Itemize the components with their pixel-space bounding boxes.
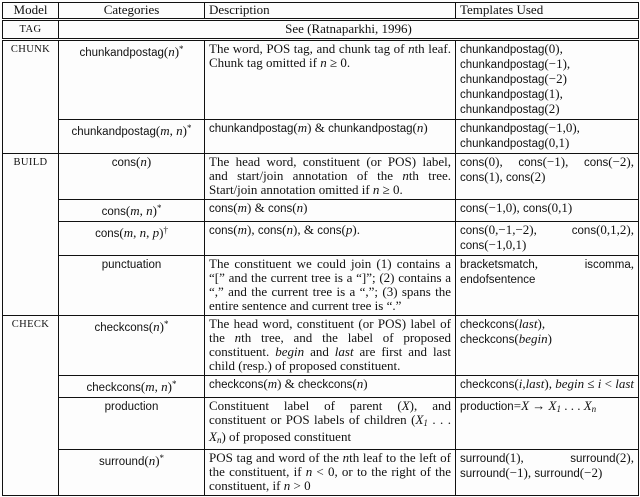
description-cell: The head word, constituent (or POS) label, and start/join annotation of the nth tree. Start/join annotation omitted if n ≥ 0. [205, 154, 456, 200]
table-row-checkcons-n [3, 316, 639, 376]
column-header-categories: Categories [59, 3, 205, 20]
table-row-cons-n [3, 154, 639, 200]
model-cell-check: CHECK [3, 316, 59, 496]
column-header-model: Model [3, 3, 59, 20]
model-cell-tag: TAG [3, 20, 59, 40]
model-cell-build: BUILD [3, 154, 59, 316]
table-row-checkcons-mn [3, 376, 639, 398]
category-cell: cons(n) [59, 154, 205, 200]
description-cell: The head word, constituent (or POS) label of the nth tree, and the label of proposed constituent. begin and last are first and last child (resp.) of proposed constituent. [205, 316, 456, 376]
feature-template-table [2, 2, 639, 496]
table-row-cons-mnp [3, 222, 639, 256]
description-cell: The constituent we could join (1) contains a “[” and the current tree is a “]”; (2) contains a “,” and the current tree is a “,”; (3) spans the entire sentence and current tree is “.” [205, 256, 456, 316]
header-row [3, 3, 639, 20]
templates-cell: cons(0,−1,−2), cons(0,1,2), cons(−1,0,1) [456, 222, 639, 256]
column-header-templates-used: Templates Used [456, 3, 639, 20]
table-row-punctuation [3, 256, 639, 316]
column-header-description: Description [205, 3, 456, 20]
templates-cell: cons(0), cons(−1), cons(−2), cons(1), cons(2) [456, 154, 639, 200]
table-row-surround [3, 450, 639, 496]
category-cell: cons(m, n)* [59, 200, 205, 222]
templates-cell: chunkandpostag(−1,0), chunkandpostag(0,1) [456, 120, 639, 154]
category-cell: surround(n)* [59, 450, 205, 496]
category-cell: checkcons(n)* [59, 316, 205, 376]
templates-cell: checkcons(last), checkcons(begin) [456, 316, 639, 376]
table-row-chunkandpostag-mn [3, 120, 639, 154]
category-cell: chunkandpostag(n)* [59, 40, 205, 120]
description-cell: checkcons(m) & checkcons(n) [205, 376, 456, 398]
description-cell: cons(m) & cons(n) [205, 200, 456, 222]
model-cell-chunk: CHUNK [3, 40, 59, 154]
table-row-chunkandpostag-n [3, 40, 639, 120]
table-row-production [3, 398, 639, 450]
category-cell: checkcons(m, n)* [59, 376, 205, 398]
description-cell: The word, POS tag, and chunk tag of nth leaf. Chunk tag omitted if n ≥ 0. [205, 40, 456, 120]
description-cell: Constituent label of parent (X), and constituent or POS labels of children (X1 . . . Xn) of proposed constituent [205, 398, 456, 450]
description-cell: POS tag and word of the nth leaf to the left of the constituent, if n < 0, or to the right of the constituent, if n > 0 [205, 450, 456, 496]
table-row-cons-mn [3, 200, 639, 222]
category-cell: cons(m, n, p)† [59, 222, 205, 256]
description-cell: chunkandpostag(m) & chunkandpostag(n) [205, 120, 456, 154]
templates-cell: surround(1), surround(2), surround(−1), surround(−2) [456, 450, 639, 496]
templates-cell: cons(−1,0), cons(0,1) [456, 200, 639, 222]
templates-cell: chunkandpostag(0), chunkandpostag(−1), chunkandpostag(−2) chunkandpostag(1), chunkandpostag(2) [456, 40, 639, 120]
templates-cell: checkcons(i,last), begin ≤ i < last [456, 376, 639, 398]
templates-cell: bracketsmatch, iscomma, endofsentence [456, 256, 639, 316]
category-cell: punctuation [59, 256, 205, 316]
category-cell: production [59, 398, 205, 450]
tag-reference-note: See (Ratnaparkhi, 1996) [59, 20, 639, 40]
table-row-tag [3, 20, 639, 40]
description-cell: cons(m), cons(n), & cons(p). [205, 222, 456, 256]
category-cell: chunkandpostag(m, n)* [59, 120, 205, 154]
templates-cell: production=X → X1 . . . Xn [456, 398, 639, 450]
